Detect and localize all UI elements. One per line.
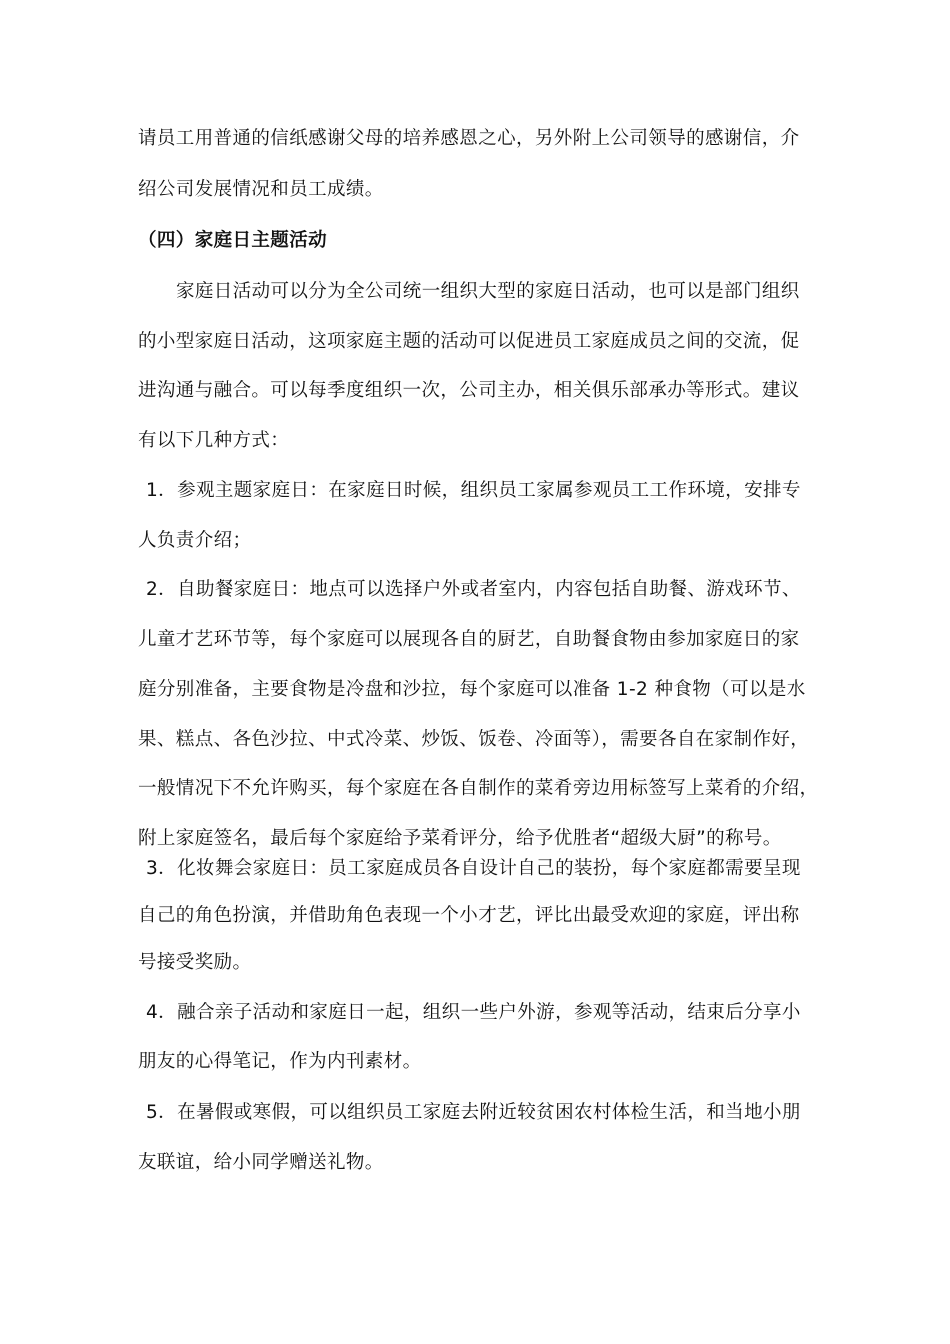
list-item-line: 号接受奖励。 — [138, 952, 252, 973]
paragraph-line: 进沟通与融合。可以每季度组织一次，公司主办，相关俱乐部承办等形式。建议 — [138, 380, 800, 401]
list-item-line: 2．自助餐家庭日：地点可以选择户外或者室内，内容包括自助餐、游戏环节、 — [146, 579, 801, 600]
list-item-line: 1．参观主题家庭日：在家庭日时候，组织员工家属参观员工工作环境，安排专 — [146, 480, 801, 501]
paragraph-line: 家庭日活动可以分为全公司统一组织大型的家庭日活动，也可以是部门组织 — [176, 281, 800, 302]
list-item-line: 庭分别准备，主要食物是冷盘和沙拉，每个家庭可以准备 1-2 种食物（可以是水 — [138, 679, 806, 700]
list-item-line: 4．融合亲子活动和家庭日一起，组织一些户外游，参观等活动，结束后分享小 — [146, 1002, 801, 1023]
list-item-line: 朋友的心得笔记，作为内刊素材。 — [138, 1051, 422, 1072]
list-item-line: 人负责介绍； — [138, 530, 252, 551]
list-item-line: 自己的角色扮演，并借助角色表现一个小才艺，评比出最受欢迎的家庭，评出称 — [138, 905, 800, 926]
list-item-line: 一般情况下不允许购买，每个家庭在各自制作的菜肴旁边用标签写上菜肴的介绍， — [138, 778, 819, 799]
list-item-line: 友联谊，给小同学赠送礼物。 — [138, 1152, 384, 1173]
paragraph-line: 绍公司发展情况和员工成绩。 — [138, 179, 384, 200]
paragraph-line: 的小型家庭日活动，这项家庭主题的活动可以促进员工家庭成员之间的交流，促 — [138, 331, 800, 352]
list-item-line: 5．在暑假或寒假，可以组织员工家庭去附近较贫困农村体检生活，和当地小朋 — [146, 1102, 801, 1123]
section-heading: （四）家庭日主题活动 — [138, 230, 328, 251]
list-item-line: 儿童才艺环节等，每个家庭可以展现各自的厨艺，自助餐食物由参加家庭日的家 — [138, 629, 800, 650]
paragraph-line: 请员工用普通的信纸感谢父母的培养感恩之心，另外附上公司领导的感谢信，介 — [138, 128, 800, 149]
paragraph-line: 有以下几种方式： — [138, 430, 290, 451]
list-item-line: 附上家庭签名，最后每个家庭给予菜肴评分，给予优胜者“超级大厨”的称号。 — [138, 828, 782, 849]
list-item-line: 3．化妆舞会家庭日：员工家庭成员各自设计自己的装扮，每个家庭都需要呈现 — [146, 858, 801, 879]
list-item-line: 果、糕点、各色沙拉、中式冷菜、炒饭、饭卷、冷面等），需要各自在家制作好， — [138, 729, 810, 750]
